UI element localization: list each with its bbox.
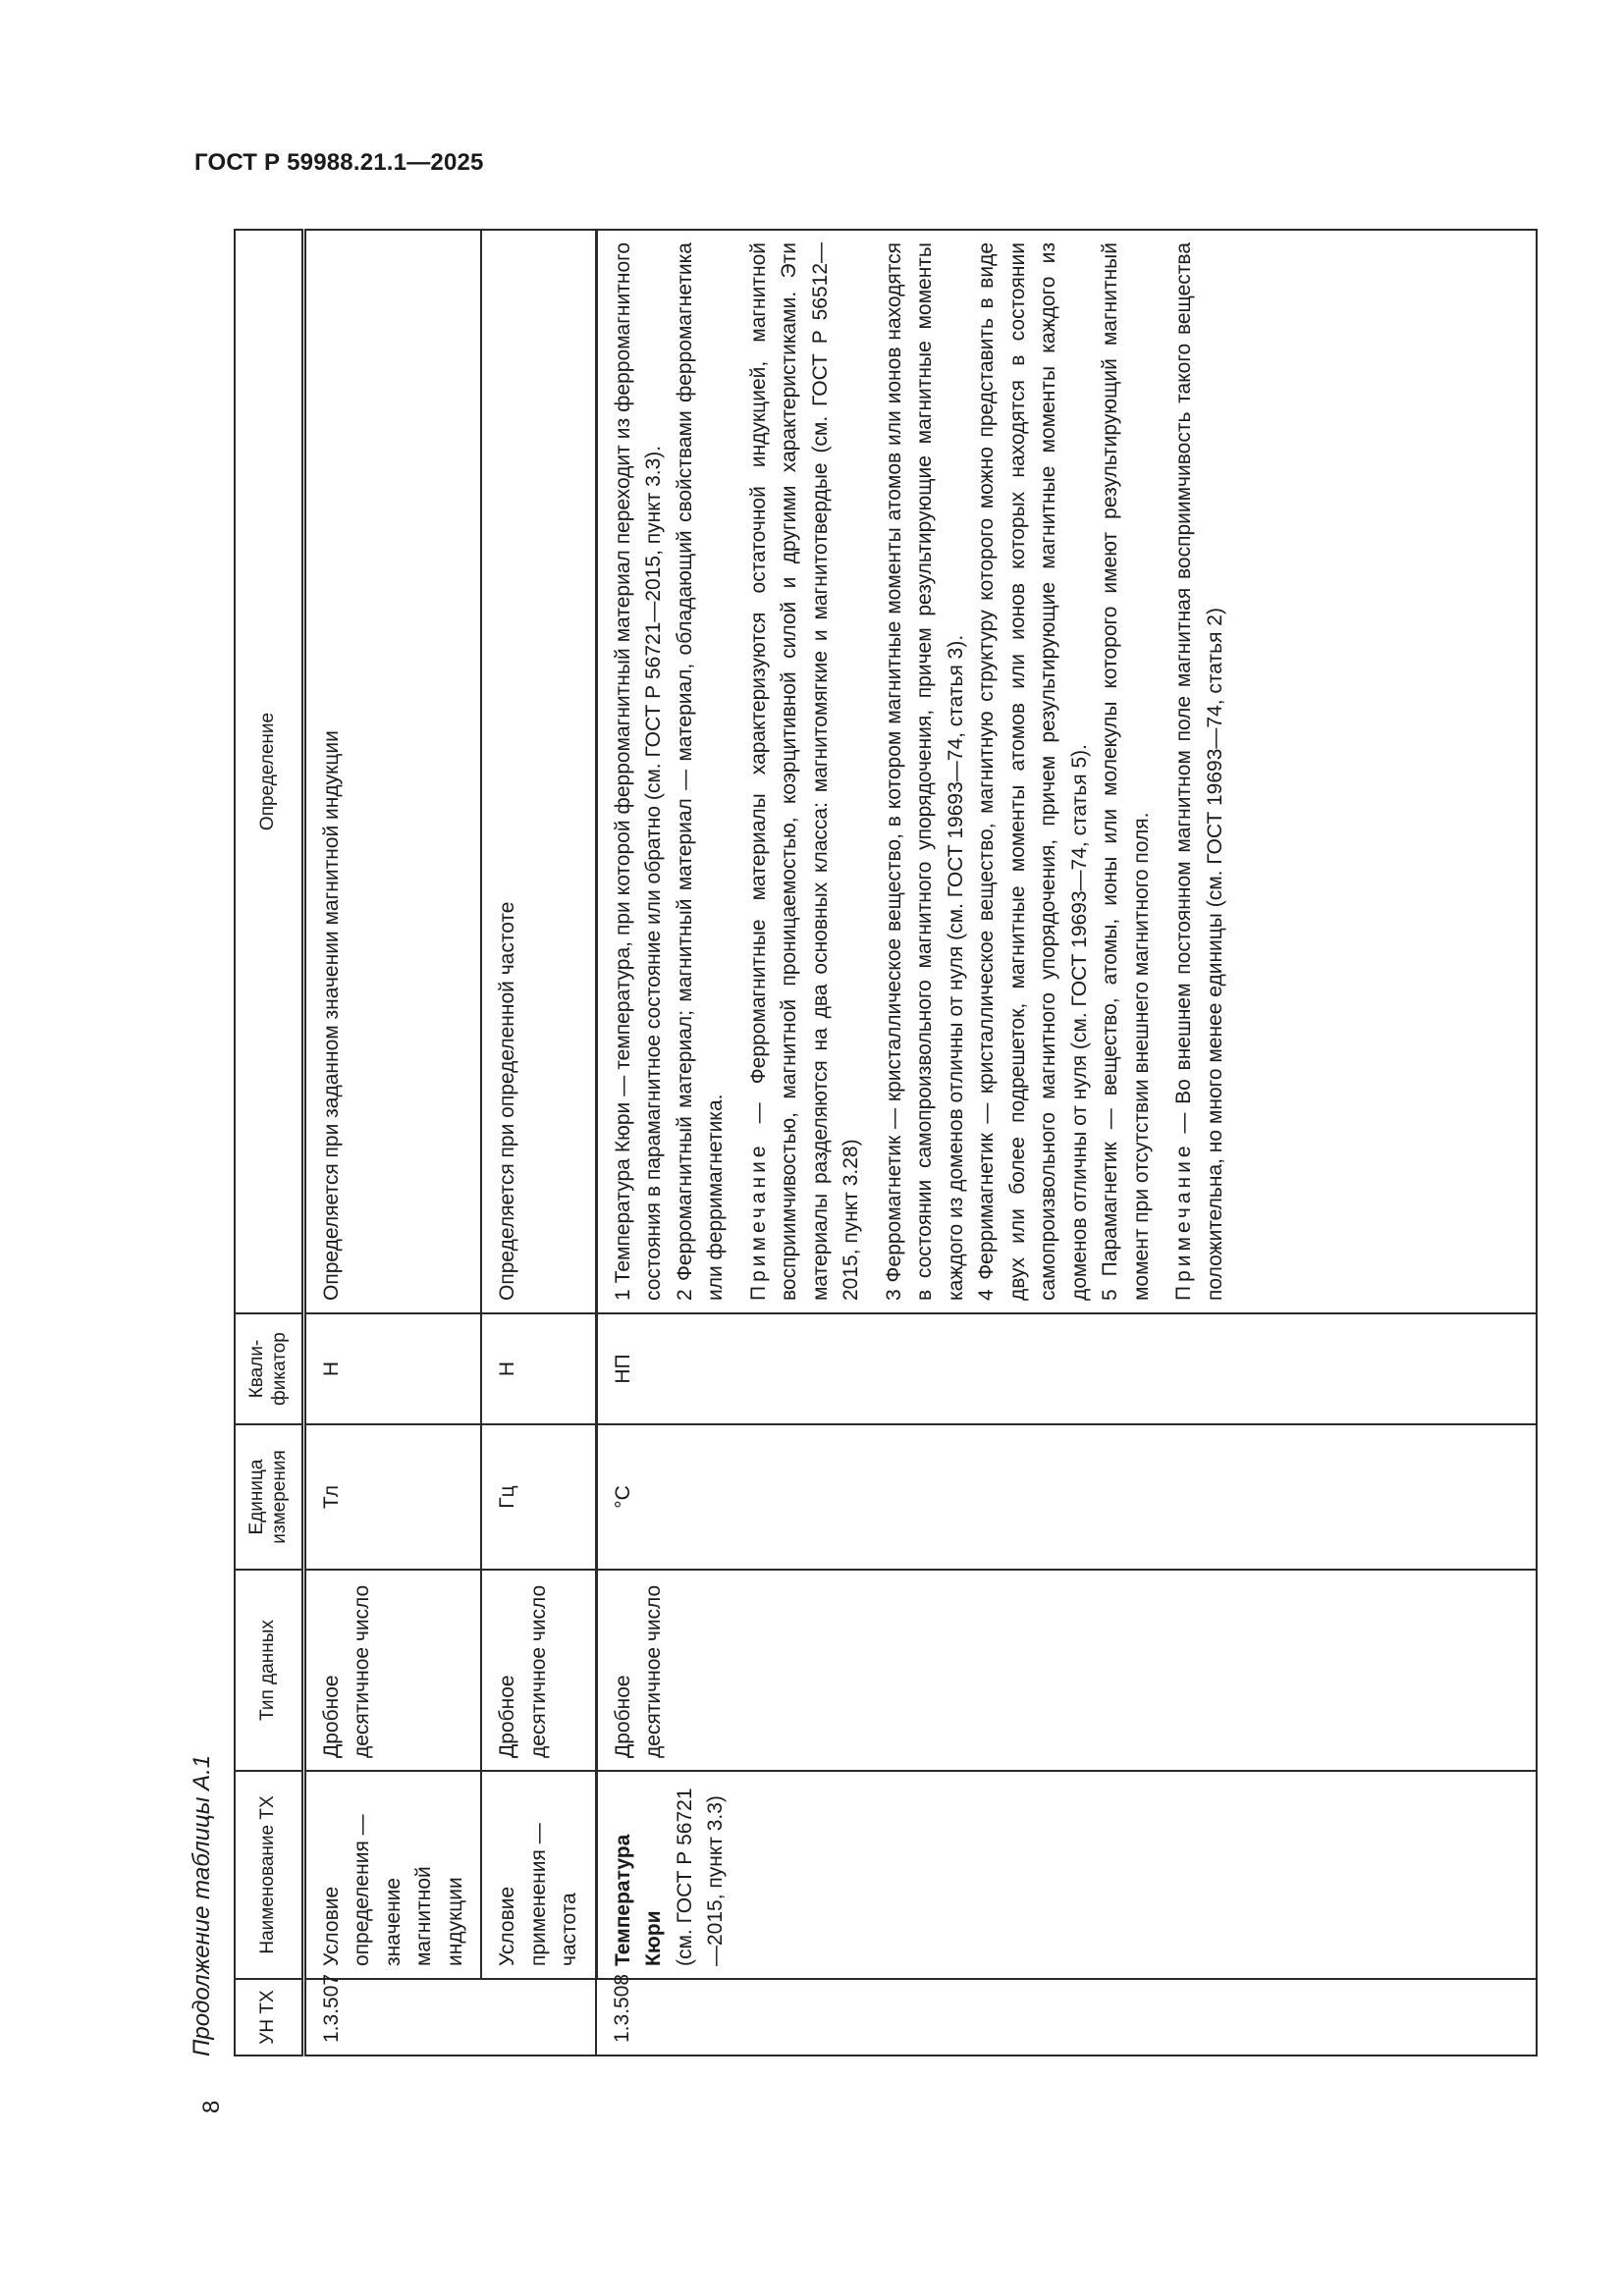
table-caption: Продолжение таблицы А.1 <box>189 1754 215 2056</box>
col-header-unit: Единица измерения <box>235 1424 303 1570</box>
cell-definition: Определяется при определенной частоте <box>481 230 596 1313</box>
note-label: Примечание <box>746 1142 770 1301</box>
rotated-page-content <box>177 201 1492 2113</box>
cell-unit: Тл <box>303 1424 481 1570</box>
term-title: Температура Кюри <box>611 1834 665 1966</box>
cell-unit: Гц <box>481 1424 596 1570</box>
cell-unit: °С <box>596 1424 1537 1570</box>
definition-paragraph: 3 Ферромагнетик — кристаллическое вещество, в котором магнитные моменты атомов или ионов находятся в состоянии самопроизвольного магнитного упорядочения, причем результирующие магнитные моменты каждого из доменов отличны от нуля (см. ГОСТ 19693—74, статья 3). <box>882 242 967 1301</box>
col-header-type: Тип данных <box>235 1570 303 1771</box>
definition-paragraph: 4 Ферримагнетик — кристаллическое вещество, магнитную структуру которого можно представить в виде двух или более подрешеток, магнитные моменты атомов или ионов которых находятся в состоянии самопроизвольного магнитного упорядочения, причем результирующие магнитные моменты каждого из доменов отличны от нуля (см. ГОСТ 19693—74, статья 5). <box>975 242 1091 1301</box>
cell-name: Условие определения — значение магнитной индукции <box>303 1771 481 1979</box>
note-label: Примечание <box>1172 1142 1195 1301</box>
cell-type: Дробное десятичное число <box>481 1570 596 1771</box>
page-number: 8 <box>198 2100 225 2113</box>
cell-id: 1.3.508 <box>596 1979 1537 2056</box>
cell-type: Дробное десятичное число <box>596 1570 1537 1771</box>
col-header-definition: Определение <box>235 230 303 1313</box>
cell-name <box>596 1771 1537 1979</box>
table-row <box>303 230 481 2056</box>
note-text: — Во внешнем постоянном магнитном поле магнитная восприимчивость такого вещества положительна, но много менее единицы (см. ГОСТ 19693—74, статья 2) <box>1172 242 1226 1301</box>
cell-id: 1.3.507 <box>303 1979 596 2056</box>
cell-qualifier: Н <box>303 1313 481 1424</box>
cell-definition <box>596 230 1537 1313</box>
definition-note <box>1168 242 1230 1301</box>
document-code: ГОСТ Р 59988.21.1—2025 <box>194 149 484 176</box>
cell-type: Дробное десятичное число <box>303 1570 481 1771</box>
table-row <box>596 230 1537 2056</box>
col-header-name: Наименование ТХ <box>235 1771 303 1979</box>
term-reference: (см. ГОСТ Р 56721—2015, пункт 3.3) <box>673 1788 727 1966</box>
table-row <box>481 230 596 2056</box>
col-header-qualifier: Квали-фикатор <box>235 1313 303 1424</box>
definition-paragraph: 5 Парамагнетик — вещество, атомы, ионы или молекулы которого имеют результирующий магнитный момент при отсутствии внешнего магнитного поля. <box>1099 242 1153 1301</box>
table-header-row <box>235 230 303 2056</box>
note-text: — Ферромагнитные материалы характеризуются остаточной индукцией, магнитной восприимчивостью, магнитной проницаемостью, коэрцитивной силой и другими характеристиками. Эти материалы разделяются на два основных класса: магнитомягкие и магнитотвердые (см. ГОСТ Р 56512—2015, пункт 3.28) <box>746 242 862 1301</box>
col-header-id: УН ТХ <box>235 1979 303 2056</box>
definition-note <box>743 242 867 1301</box>
cell-qualifier: Н <box>481 1313 596 1424</box>
cell-qualifier: НП <box>596 1313 1537 1424</box>
definition-paragraph: 1 Температура Кюри — температура, при которой ферромагнитный материал переходит из ферромагнитного состояния в парамагнитное состояние или обратно (см. ГОСТ Р 56721—2015, пункт 3.3). <box>611 242 665 1301</box>
characteristics-table <box>234 229 1538 2056</box>
definition-paragraph: 2 Ферромагнитный материал; магнитный материал — материал, обладающий свойствами ферромагнетика или ферримагнетика. <box>673 242 727 1301</box>
cell-definition: Определяется при заданном значении магнитной индукции <box>303 230 481 1313</box>
cell-name: Условие применения — частота <box>481 1771 596 1979</box>
